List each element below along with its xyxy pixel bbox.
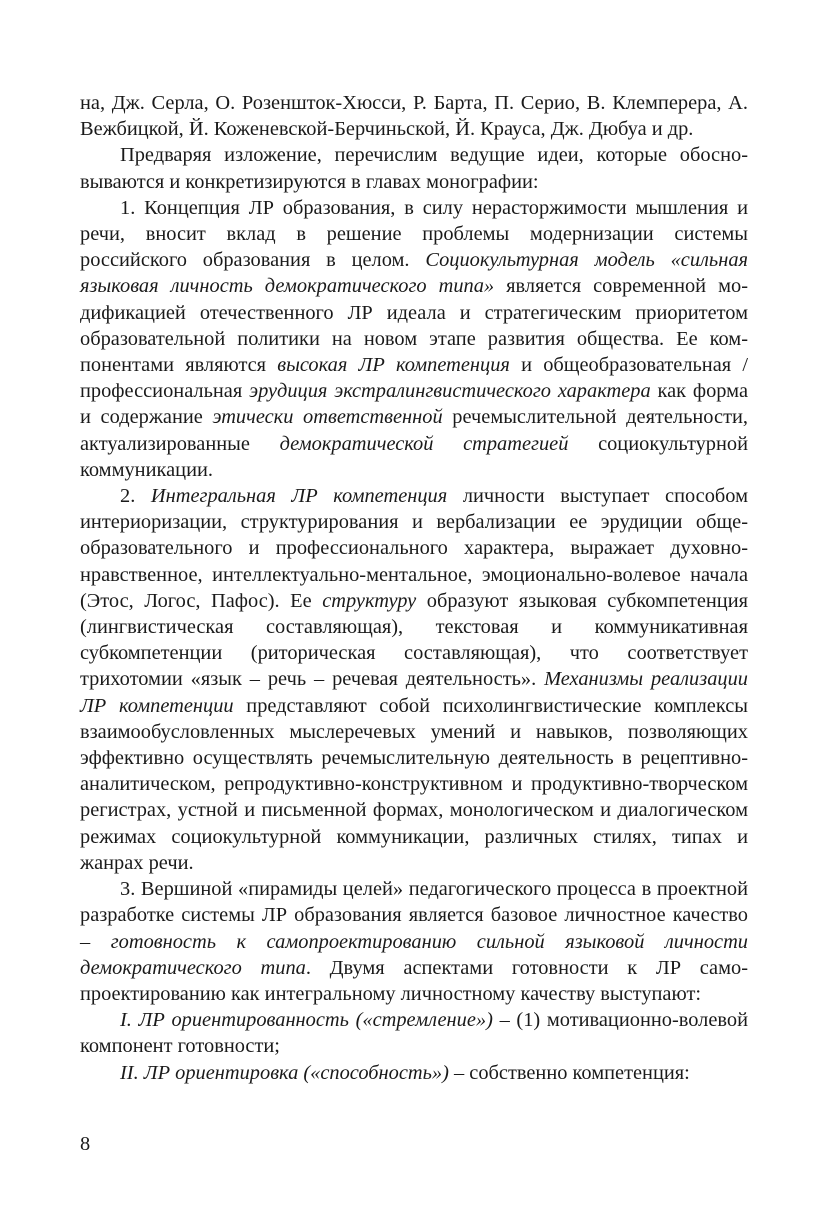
italic-segment: Механизмы реализации ЛР компетенции (80, 668, 748, 717)
italic-segment: высокая ЛР компетенция (277, 354, 510, 377)
text-segment: речемыслительной деятельности, актуализированные (80, 406, 748, 455)
text-segment: представляют собой психолингвистические комплексы взаимообусловленных мыслеречевых умений и навыков, позволяющих эффективно осуществлять речемыслительную деятельность в рецептивно-аналитическом, репродуктивно-конструктивном и продуктивно-творческом регистрах, устной и письменной формах, монологическом и диалогическом режимах социокультурной коммуникации, различных стилях, типах и жанрах речи. (80, 694, 748, 874)
italic-segment: демократической стратегией (279, 432, 569, 455)
text-segment: 3. Вершиной «пирамиды целей» педагогического процесса в проектной разработке системы ЛР образования является базовое личностное качество – (80, 878, 748, 953)
text-segment: Предваряя изложение, перечислим ведущие идеи, которые обосновываются и конкретизируются в главах монографии: (80, 144, 748, 193)
text-segment: . Двумя аспектами готовности к ЛР самопроектированию как интегральному личностному качеству выступают: (80, 956, 748, 1005)
paragraph-3 (80, 483, 748, 876)
text-segment: образуют языковая субкомпетенция (лингвистическая составляющая), текстовая и коммуникативная субкомпетенции (риторическая составляющая), что соответствует трихотомии «язык – речь – речевая деятельность». (80, 589, 748, 691)
text-segment: личности выступает способом интериоризации, структурирования и вербализации ее эрудиции общеобразовательного и профессионального характера, выражает духовно-нравственное, интеллектуально-ментальное, эмоционально-волевое начала (Этос, Логос, Пафос). Ее (80, 485, 749, 612)
italic-segment: II. ЛР ориентировка («способность») (120, 1061, 449, 1084)
text-segment: является современной модификацией отечественного ЛР идеала и стратегическим приоритетом образовательной политики на новом этапе развития общества. Ее компонентами являются (80, 275, 748, 377)
text-segment: – (1) мотивационно-волевой компонент готовности; (80, 1009, 748, 1058)
paragraph-1 (80, 142, 748, 194)
page-number: 8 (80, 1133, 91, 1155)
italic-segment: Интегральная ЛР компетенция (150, 485, 448, 508)
italic-segment: этически ответственной (212, 406, 443, 429)
text-segment: и общеобразовательная / профессиональная (80, 354, 748, 403)
text-segment: социокультурной коммуникации. (80, 432, 748, 481)
paragraph-0 (80, 90, 748, 142)
paragraph-5 (80, 1007, 748, 1059)
text-segment: как форма и содержание (80, 380, 748, 429)
text-segment: на, Дж. Серла, О. Розеншток-Хюсси, Р. Барта, П. Серио, В. Клемперера, А. Вежбицкой, Й. Коженевской-Берчиньской, Й. Крауса, Дж. Дюбуа и др. (80, 92, 748, 141)
italic-segment: готовность к самопроектированию сильной языковой личности демократического типа (80, 930, 748, 979)
page-body (80, 90, 748, 1086)
paragraph-4 (80, 876, 748, 1007)
text-segment: 2. (120, 485, 151, 508)
italic-segment: структуру (322, 589, 417, 612)
text-segment: – собственно компетенция: (448, 1061, 690, 1084)
italic-segment: эрудиция экстралингвистического характера (249, 380, 651, 403)
italic-segment: I. ЛР ориентированность («стремление») (120, 1009, 493, 1032)
italic-segment: Социокультурная модель «сильная языковая личность демократического типа» (80, 249, 748, 298)
paragraph-2 (80, 195, 748, 483)
text-segment: 1. Концепция ЛР образования, в силу нерасторжимости мышления и речи, вносит вклад в решение проблемы модернизации системы российского образования в целом. (80, 196, 748, 272)
paragraph-6 (80, 1060, 748, 1086)
